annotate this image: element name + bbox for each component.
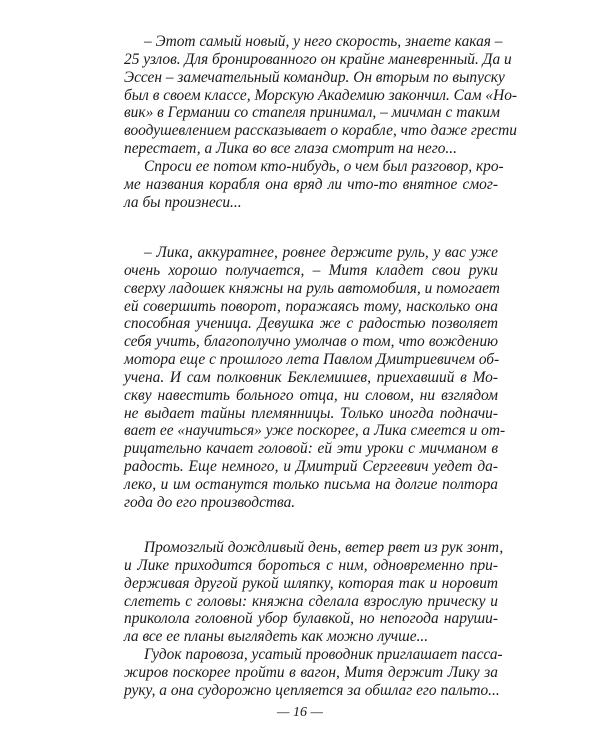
text-line: способная ученица. Девушка же с радостью позволяет <box>124 315 498 333</box>
text-line: ей совершить поворот, поражаясь тому, насколько она <box>124 297 498 315</box>
page-number: — 16 — <box>277 705 323 720</box>
text-section-3 <box>124 539 504 700</box>
text-line: вик» в Германии со стапеля принимал, – мичман с таким <box>124 104 500 122</box>
text-line: держивая другой рукой шляпку, которая так и норовит <box>124 574 498 592</box>
text-line: леко, и им останутся только письма на долгие полтора <box>124 475 498 493</box>
text-line: рицательно качает головой: ей эти уроки с мичманом в <box>124 440 498 458</box>
text-line: перестает, а Лика во все глаза смотрит на него... <box>124 140 457 158</box>
text-line: Промозглый дождливый день, ветер рвет из рук зонт, <box>144 539 504 556</box>
text-line: не выдает тайны племянницы. Только иногда подначи- <box>124 404 498 422</box>
text-line: Гудок паровоза, усатый проводник приглашает пасса- <box>144 646 503 664</box>
text-line: ла все ее планы выглядеть как можно лучше... <box>124 628 429 646</box>
text-line: радость. Еще немного, и Дмитрий Сергеевич уедет да- <box>124 458 498 476</box>
text-section-2 <box>124 244 506 512</box>
text-line: сверху ладошек княжны на руль автомобиля, и помогает <box>124 279 500 297</box>
text-section-1 <box>124 33 518 211</box>
text-line: – Лика, аккуратнее, ровнее держите руль, у вас уже <box>144 244 498 261</box>
text-line: воодушевлением рассказывает о корабле, что даже грести <box>124 122 517 140</box>
text-line: 25 узлов. Для бронированного он крайне маневренный. Да и <box>124 50 512 68</box>
text-line: приколола головной убор булавкой, но непогода наруши- <box>124 610 498 628</box>
text-line: учена. И сам полковник Беклемишев, приехавший в Мо- <box>124 368 498 386</box>
text-line: скву навестить больного отца, ни словом, ни взглядом <box>124 386 498 404</box>
text-line: мотора еще с прошлого лета Павлом Дмитриевичем об- <box>124 351 500 369</box>
text-line: жиров поскорее пройти в вагон, Митя держит Лику за <box>124 663 498 681</box>
text-line: года до его производства. <box>124 493 296 511</box>
text-line: очень хорошо получается, – Митя кладет свои руки <box>124 261 498 279</box>
text-line: себя учить, благополучно умолчав о том, что вождению <box>124 333 498 351</box>
text-line: руку, а она судорожно цепляется за обшлаг его пальто... <box>124 681 500 699</box>
text-line: Спроси ее потом кто-нибудь, о чем был разговор, кро- <box>144 157 504 175</box>
text-line: ла бы произнеси... <box>124 193 242 211</box>
text-line: – Этот самый новый, у него скорость, знаете какая – <box>144 33 503 50</box>
text-line: вает ее «научиться» уже поскорее, а Лика смеется и от- <box>124 422 506 440</box>
text-line: ме названия корабля она вряд ли что-то внятное смог- <box>124 175 498 193</box>
text-line: и Лике приходится бороться с ним, одновременно при- <box>124 556 498 574</box>
text-line: слететь с головы: княжна сделала взрослую прическу и <box>124 592 498 610</box>
text-line: Эссен – замечательный командир. Он вторым по выпуску <box>124 68 505 86</box>
text-line: был в своем классе, Морскую Академию закончил. Сам «Но- <box>124 86 518 104</box>
